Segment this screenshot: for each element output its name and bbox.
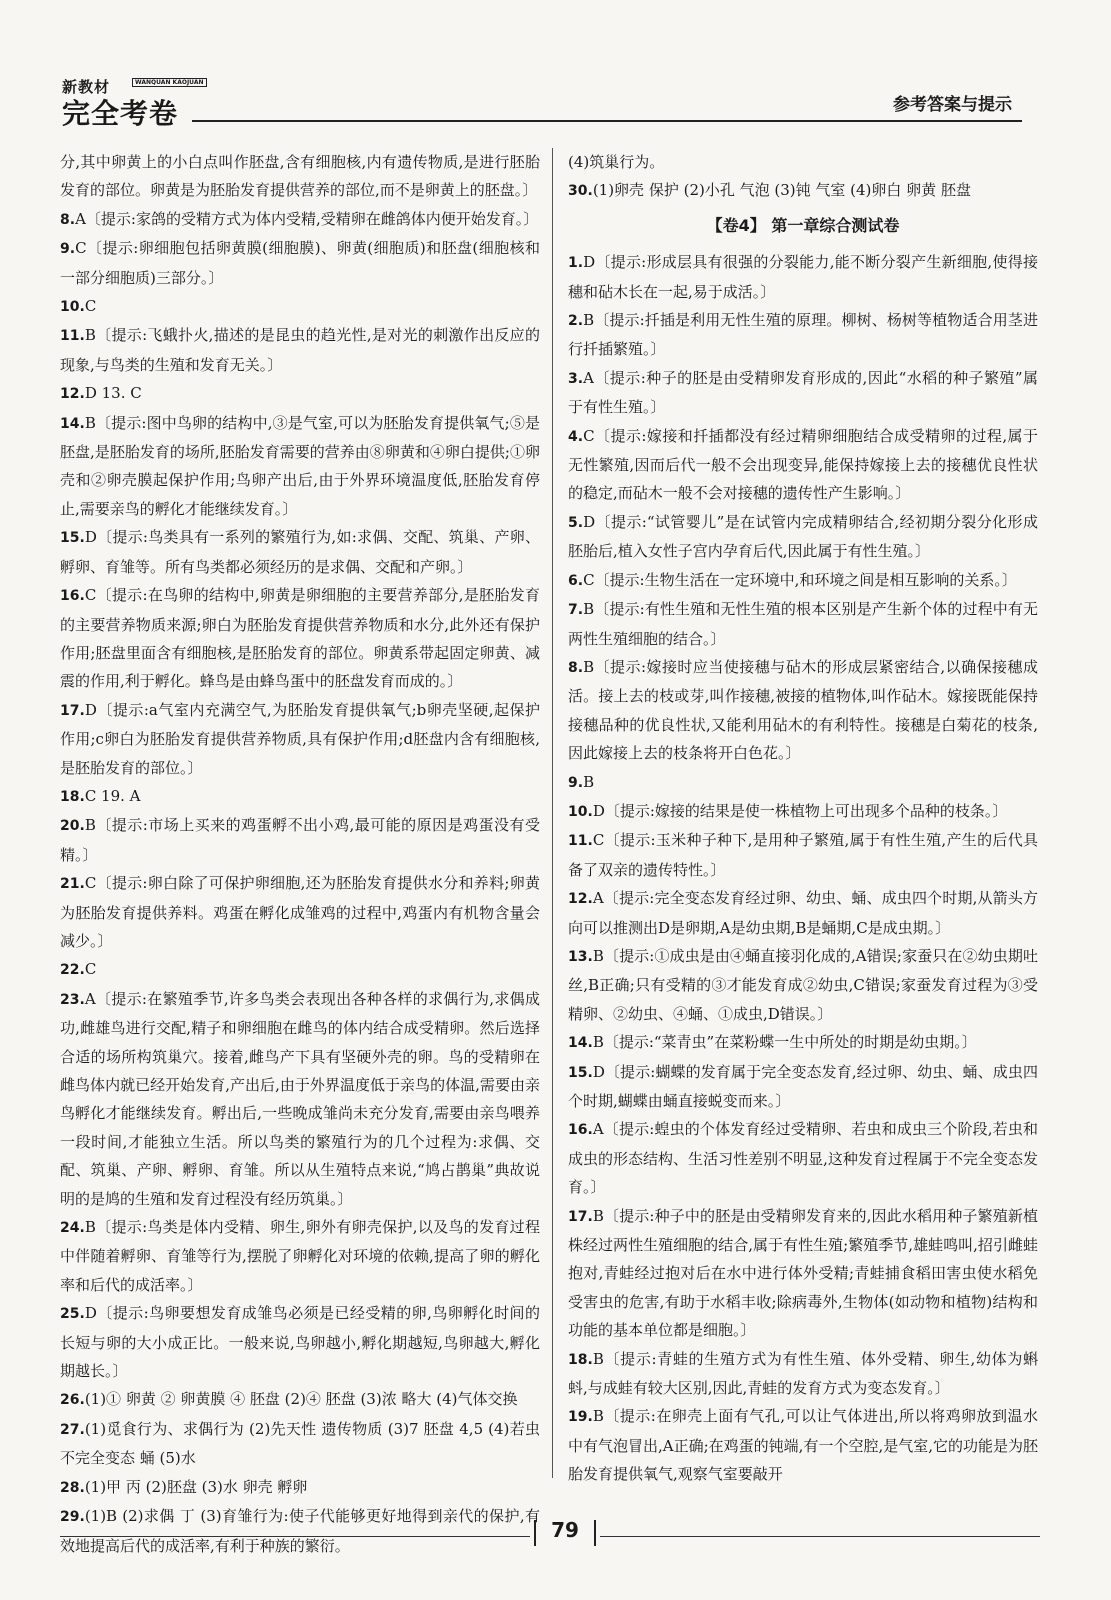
answer-number: 21. xyxy=(60,876,85,893)
right-column xyxy=(568,148,1038,1489)
answer-number: 16. xyxy=(60,588,85,605)
brand-subtitle: 新教材 xyxy=(62,78,111,96)
answer-number: 24. xyxy=(60,1220,85,1237)
answer-item xyxy=(568,306,1038,364)
answer-number: 7. xyxy=(568,602,584,619)
answer-item xyxy=(60,811,540,869)
answer-number: 3. xyxy=(568,370,584,387)
answer-number: 18. xyxy=(568,1351,593,1368)
answer-text: D〔提示:蝴蝶的发育属于完全变态发育,经过卵、幼虫、蛹、成虫四个时期,蝴蝶由蛹直接蜕变而来。〕 xyxy=(568,1062,1038,1110)
answer-number: 18. xyxy=(60,788,85,805)
answer-item xyxy=(60,379,540,408)
answer-text: B〔提示:有性生殖和无性生殖的根本区别是产生新个体的过程中有无两性生殖细胞的结合。〕 xyxy=(568,600,1038,648)
answer-text: 分,其中卵黄上的小白点叫作胚盘,含有细胞核,内有遗传物质,是进行胚胎发育的部位。卵黄是为胚胎发育提供营养的部位,而不是卵黄上的胚盘。〕 xyxy=(60,153,540,200)
answer-number: 5. xyxy=(568,514,584,531)
answer-text: C〔提示:卵细胞包括卵黄膜(细胞膜)、卵黄(细胞质)和胚盘(细胞核和一部分细胞质)三部分。〕 xyxy=(60,239,540,287)
page-number: 79 xyxy=(520,1518,610,1542)
answer-number: 22. xyxy=(60,962,85,979)
answer-item xyxy=(568,1058,1038,1116)
answer-text: C〔提示:在鸟卵的结构中,卵黄是卵细胞的主要营养部分,是胚胎发育的主要营养物质来源;卵白为胚胎发育提供营养物质和水分,此外还有保护作用;胚盘里面含有细胞核,是胚胎发育的部位。卵黄系带起固定卵黄、减震的作用,利于孵化。蜂鸟是由蜂鸟蛋中的胚盘发育而成的。〕 xyxy=(60,586,540,691)
answer-number: 29. xyxy=(60,1509,85,1526)
answer-text: C xyxy=(84,960,97,979)
section-title: 参考答案与提示 xyxy=(893,95,1012,115)
answer-item xyxy=(60,234,540,292)
header-rule xyxy=(192,120,1022,122)
answer-item xyxy=(60,523,540,581)
footer-rule-right xyxy=(600,1536,1040,1537)
brand-logo: 完全考卷 xyxy=(62,97,179,130)
answer-text: A〔提示:家鸽的受精方式为体内受精,受精卵在雌鸽体内便开始发育。〕 xyxy=(75,209,539,228)
answer-number: 9. xyxy=(60,241,76,258)
answer-number: 26. xyxy=(60,1392,85,1409)
answer-text: A〔提示:种子的胚是由受精卵发育形成的,因此“水稻的种子繁殖”属于有性生殖。〕 xyxy=(568,368,1038,417)
answer-number: 17. xyxy=(568,1208,593,1225)
answer-text: B〔提示:扦插是利用无性生殖的原理。柳树、杨树等植物适合用茎进行扦插繁殖。〕 xyxy=(568,311,1038,359)
answer-item xyxy=(60,985,540,1213)
answer-text: B〔提示:种子中的胚是由受精卵发育来的,因此水稻用种子繁殖新植株经过两性生殖细胞的结合,属于有性生殖;繁殖季节,雄蛙鸣叫,招引雌蛙抱对,青蛙经过抱对后在水中进行体外受精;青蛙捕食稻田害虫使水稻免受害虫的危害,有助于水稻丰收;除病毒外,生物体(如动物和植物)结构和功能的基本单位都是细胞。〕 xyxy=(568,1206,1038,1340)
answer-text: B〔提示:在卵壳上面有气孔,可以让气体进出,所以将鸡卵放到温水中有气泡冒出,A正确;在鸡蛋的钝端,有一个空腔,是气室,它的功能是为胚胎发育提供氧气,观察气室要敲开 xyxy=(568,1407,1038,1484)
answer-number: 15. xyxy=(568,1064,593,1081)
answer-number: 19. xyxy=(568,1409,593,1426)
answer-number: 8. xyxy=(568,659,584,676)
answer-number: 6. xyxy=(568,572,584,589)
answer-number: 11. xyxy=(60,328,85,345)
answer-number: 2. xyxy=(568,313,584,330)
answer-item xyxy=(60,321,540,379)
answer-item xyxy=(568,566,1038,595)
answer-text: D〔提示:a气室内充满空气,为胚胎发育提供氧气;b卵壳坚硬,起保护作用;c卵白为胚胎发育提供营养物质,具有保护作用;d胚盘内含有细胞核,是胚胎发育的部位。〕 xyxy=(60,700,540,777)
answer-text: A〔提示:蝗虫的个体发育经过受精卵、若虫和成虫三个阶段,若虫和成虫的形态结构、生活习性差别不明显,这种发育过程属于不完全变态发育。〕 xyxy=(568,1120,1038,1197)
test-section-heading: 【卷4】 第一章综合测试卷 xyxy=(706,215,900,235)
answer-item xyxy=(568,826,1038,884)
answer-item xyxy=(60,409,540,524)
answer-number: 11. xyxy=(568,833,593,850)
answer-number: 9. xyxy=(568,774,584,791)
answer-item xyxy=(568,942,1038,1028)
answer-text: C 19. A xyxy=(84,786,141,805)
answer-item xyxy=(568,364,1038,422)
answer-item xyxy=(568,148,1038,176)
answer-number: 25. xyxy=(60,1306,85,1323)
answer-number: 16. xyxy=(568,1122,593,1139)
answer-number: 14. xyxy=(60,415,85,432)
answer-number: 14. xyxy=(568,1035,593,1052)
answer-text: B〔提示:图中鸟卵的结构中,③是气室,可以为胚胎发育提供氧气;⑤是胚盘,是胚胎发育的场所,胚胎发育需要的营养由⑧卵黄和④卵白提供;①卵壳和②卵壳膜起保护作用;鸟卵产出后,由于外界环境温度低,胚胎发育停止,需要亲鸟的孵化才能继续发育。〕 xyxy=(60,413,540,518)
answer-item xyxy=(568,1028,1038,1057)
answer-item xyxy=(60,1473,540,1502)
footer-rule-left xyxy=(60,1536,530,1537)
answer-number: 12. xyxy=(60,386,85,403)
answer-item xyxy=(568,1345,1038,1403)
answer-item xyxy=(568,797,1038,826)
answer-text: C xyxy=(84,297,97,316)
answer-item xyxy=(60,955,540,984)
answer-item xyxy=(568,422,1038,508)
answer-text: C〔提示:卵白除了可保护卵细胞,还为胚胎发育提供水分和养料;卵黄为胚胎发育提供养料。鸡蛋在孵化成雏鸡的过程中,鸡蛋内有机物含量会减少。〕 xyxy=(60,874,540,950)
column-divider xyxy=(552,148,553,1478)
answer-item xyxy=(568,176,1038,205)
answer-item xyxy=(568,595,1038,653)
answer-number: 10. xyxy=(60,299,85,316)
answer-text: (1)甲 丙 (2)胚盘 (3)水 卵壳 孵卵 xyxy=(84,1477,308,1496)
answer-text: D〔提示:形成层具有很强的分裂能力,能不断分裂产生新细胞,使得接穗和砧木长在一起,易于成活。〕 xyxy=(568,253,1038,301)
answer-text: B xyxy=(583,772,595,791)
left-column xyxy=(60,148,540,1560)
answer-text: B〔提示:鸟类是体内受精、卵生,卵外有卵壳保护,以及鸟的发育过程中伴随着孵卵、育雏等行为,摆脱了卵孵化对环境的依赖,提高了卵的孵化率和后代的成活率。〕 xyxy=(60,1218,540,1294)
answer-number: 4. xyxy=(568,428,584,445)
answer-text: D〔提示:嫁接的结果是使一株植物上可出现多个品种的枝条。〕 xyxy=(592,801,1008,820)
answer-text: C〔提示:玉米种子种下,是用种子繁殖,属于有性生殖,产生的后代具备了双亲的遗传特性。〕 xyxy=(568,831,1038,879)
answer-text: D〔提示:鸟卵要想发育成雏鸟必须是已经受精的卵,鸟卵孵化时间的长短与卵的大小成正比。一般来说,鸟卵越小,孵化期越短,鸟卵越大,孵化期越长。〕 xyxy=(60,1304,540,1381)
answer-number: 28. xyxy=(60,1479,85,1496)
answer-item xyxy=(60,696,540,782)
answer-number: 23. xyxy=(60,991,85,1008)
answer-number: 17. xyxy=(60,702,85,719)
page-header xyxy=(62,76,1022,130)
answer-number: 8. xyxy=(60,211,76,228)
answer-item xyxy=(60,1299,540,1385)
answer-text: (1)B (2)求偶 丁 (3)育雏行为:使子代能够更好地得到亲代的保护,有效地提高后代的成活率,有利于种族的繁衍。 xyxy=(60,1507,540,1555)
answer-number: 1. xyxy=(568,255,584,272)
answer-text: B〔提示:飞蛾扑火,描述的是昆虫的趋光性,是对光的刺激作出反应的现象,与鸟类的生殖和发育无关。〕 xyxy=(60,326,540,374)
answer-text: D 13. C xyxy=(84,384,142,403)
answer-item xyxy=(568,1202,1038,1345)
answer-item xyxy=(60,581,540,696)
answer-text: C〔提示:生物生活在一定环境中,和环境之间是相互影响的关系。〕 xyxy=(583,570,1017,589)
answer-item xyxy=(60,1415,540,1473)
answer-item xyxy=(60,869,540,955)
answer-number: 10. xyxy=(568,803,593,820)
answer-item xyxy=(60,205,540,234)
answer-text: D〔提示:鸟类具有一系列的繁殖行为,如:求偶、交配、筑巢、产卵、孵卵、育雏等。所有鸟类都必须经历的是求偶、交配和产卵。〕 xyxy=(60,528,540,576)
answer-number: 15. xyxy=(60,530,85,547)
answer-text: C〔提示:嫁接和扦插都没有经过精卵细胞结合成受精卵的过程,属于无性繁殖,因而后代一般不会出现变异,能保持嫁接上去的接穗优良性状的稳定,而砧木一般不会对接穗的遗传性产生影响。〕 xyxy=(568,426,1038,503)
answer-item xyxy=(568,768,1038,797)
answer-text: A〔提示:完全变态发育经过卵、幼虫、蛹、成虫四个时期,从箭头方向可以推测出D是卵期,A是幼虫期,B是蛹期,C是成虫期。〕 xyxy=(568,889,1038,937)
answer-item xyxy=(60,292,540,321)
answer-text: B〔提示:青蛙的生殖方式为有性生殖、体外受精、卵生,幼体为蝌蚪,与成蛙有较大区别,因此,青蛙的发育方式为变态发育。〕 xyxy=(568,1349,1038,1398)
brand-tag: WANQUAN KAOJUAN xyxy=(132,78,207,87)
answer-item xyxy=(568,884,1038,942)
answer-text: B〔提示:①成虫是由④蛹直接羽化成的,A错误;家蚕只在②幼虫期吐丝,B正确;只有受精的③才能发育成②幼虫,C错误;家蚕发育过程为③受精卵、②幼虫、④蛹、①成虫,D错误。〕 xyxy=(568,946,1038,1023)
answer-item xyxy=(60,782,540,811)
answer-item xyxy=(60,1385,540,1414)
answer-text: (1)觅食行为、求偶行为 (2)先天性 遗传物质 (3)7 胚盘 4,5 (4)若虫 不完全变态 蛹 (5)水 xyxy=(60,1419,540,1468)
answer-number: 13. xyxy=(568,948,593,965)
answer-item xyxy=(568,248,1038,306)
answer-text: (1)卵壳 保护 (2)小孔 气泡 (3)钝 气室 (4)卵白 卵黄 胚盘 xyxy=(592,181,971,200)
answer-number: 30. xyxy=(568,183,593,200)
answer-item xyxy=(60,1502,540,1560)
answer-number: 27. xyxy=(60,1421,85,1438)
answer-item xyxy=(568,508,1038,566)
answer-number: 20. xyxy=(60,818,85,835)
answer-item xyxy=(568,1115,1038,1201)
answer-text: B〔提示:市场上买来的鸡蛋孵不出小鸡,最可能的原因是鸡蛋没有受精。〕 xyxy=(60,816,540,864)
answer-text: B〔提示:嫁接时应当使接穗与砧木的形成层紧密结合,以确保接穗成活。接上去的枝或芽,叫作接穗,被接的植物体,叫作砧木。嫁接既能保持接穗品种的优良性状,又能利用砧木的有利特性。接穗是白菊花的枝条,因此嫁接上去的枝条将开白色花。〕 xyxy=(568,657,1038,763)
answer-text: (4)筑巢行为。 xyxy=(568,153,665,171)
answer-item xyxy=(568,1402,1038,1488)
answer-item xyxy=(568,653,1038,768)
answer-text: B〔提示:“菜青虫”在菜粉蝶一生中所处的时期是幼虫期。〕 xyxy=(592,1033,977,1052)
answer-text: A〔提示:在繁殖季节,许多鸟类会表现出各种各样的求偶行为,求偶成功,雌雄鸟进行交配,精子和卵细胞在雌鸟的体内结合成受精卵。然后选择合适的场所构筑巢穴。接着,雌鸟产下具有坚硬外壳的卵。鸟的受精卵在雌鸟体内就已经开始发育,产出后,由于外界温度低于亲鸟的体温,需要由亲鸟孵化才能继续发育。孵出后,一些晚成雏尚未充分发育,需要由亲鸟喂养一段时间,才能独立生活。所以鸟类的繁殖行为的几个过程为:求偶、交配、筑巢、产卵、孵卵、育雏。所以从生殖特点来说,“鸠占鹊巢”典故说明的是鸠的生殖和发育过程没有经历筑巢。〕 xyxy=(60,989,540,1208)
answer-text: (1)① 卵黄 ② 卵黄膜 ④ 胚盘 (2)④ 胚盘 (3)浓 略大 (4)气体交换 xyxy=(84,1390,518,1409)
answer-item xyxy=(60,148,540,205)
answer-item xyxy=(60,1213,540,1299)
answer-text: D〔提示:“试管婴儿”是在试管内完成精卵结合,经初期分裂分化形成胚胎后,植入女性子宫内孕育后代,因此属于有性生殖。〕 xyxy=(568,512,1038,561)
answer-number: 12. xyxy=(568,891,593,908)
